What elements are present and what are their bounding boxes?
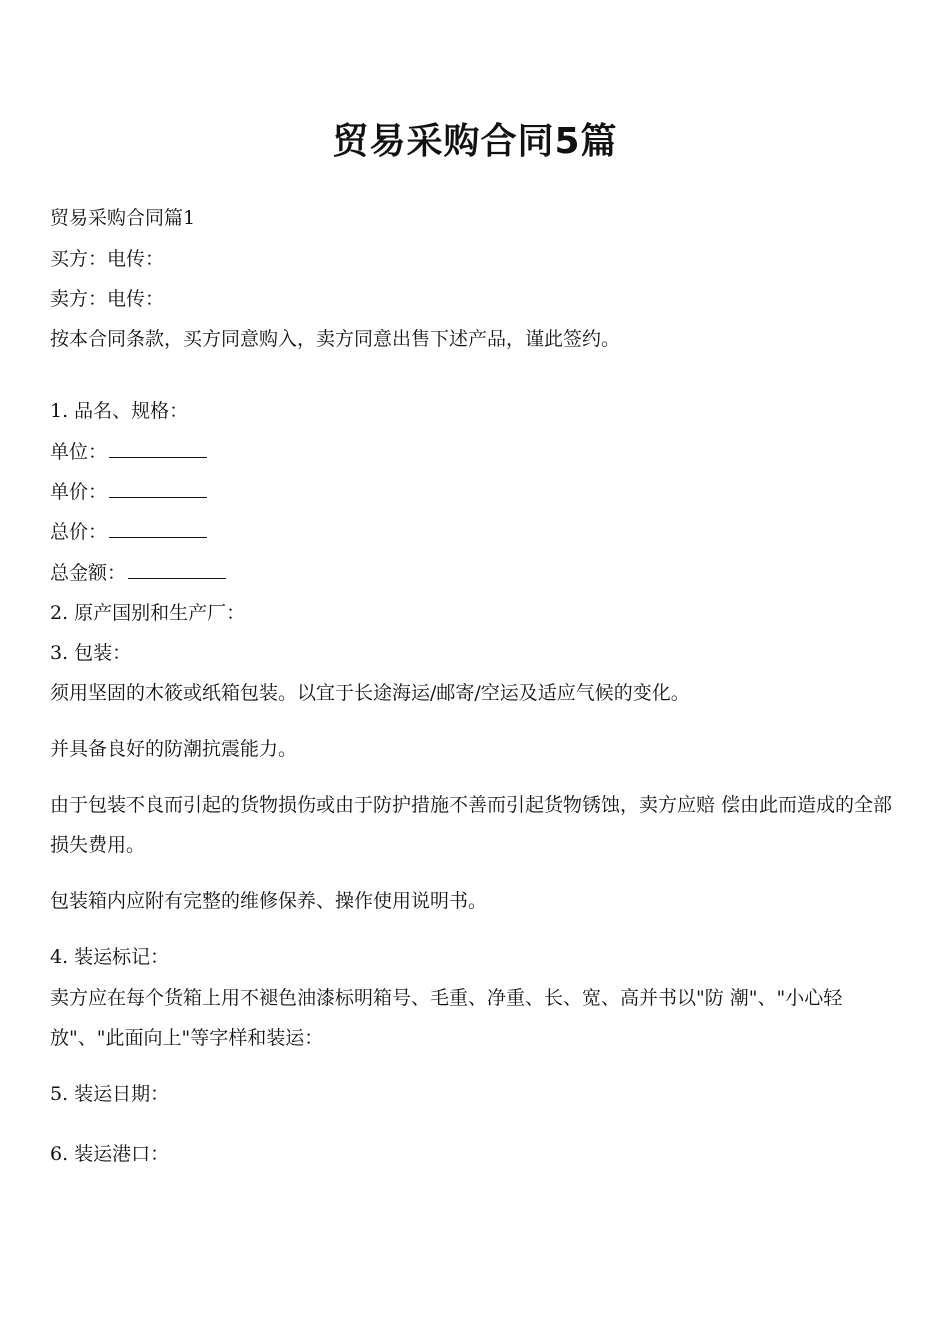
item5-heading: 5. 装运日期：: [50, 1083, 170, 1105]
unit-label: 单位：: [50, 441, 108, 463]
packing-paragraph-3: 由于包装不良而引起的货物损伤或由于防护措施不善而引起货物锈蚀，卖方应赔 偿由此而造成的全部损失费用。: [50, 794, 893, 856]
unit-price-field: [50, 480, 207, 504]
item4-heading: 4. 装运标记：: [50, 946, 170, 968]
total-amount-blank: [128, 562, 226, 579]
document-title: 贸易采购合同5篇: [332, 121, 618, 162]
unit-price-blank: [109, 481, 207, 498]
total-price-field: [50, 520, 207, 544]
unit-price-label: 单价：: [50, 481, 108, 503]
unit-field: [50, 440, 207, 464]
seller-line: 卖方：电传：: [50, 288, 165, 310]
unit-blank: [109, 441, 207, 458]
item2-heading: 2. 原产国别和生产厂：: [50, 602, 246, 624]
item3-heading: 3. 包装：: [50, 642, 132, 664]
item1-heading: 1. 品名、规格：: [50, 400, 189, 422]
total-amount-field: [50, 561, 226, 585]
packing-paragraph-1: 须用坚固的木筱或纸箱包装。以宜于长途海运/邮寄/空运及适应气候的变化。: [50, 682, 690, 704]
total-amount-label: 总金额：: [50, 562, 127, 584]
section-heading: 贸易采购合同篇1: [50, 207, 196, 229]
total-price-label: 总价：: [50, 521, 108, 543]
packing-paragraph-2: 并具备良好的防潮抗震能力。: [50, 738, 298, 760]
intro-paragraph: 按本合同条款，买方同意购入，卖方同意出售下述产品，谨此签约。: [50, 328, 621, 350]
item6-heading: 6. 装运港口：: [50, 1143, 170, 1165]
total-price-blank: [109, 521, 207, 538]
buyer-line: 买方：电传：: [50, 248, 165, 270]
packing-paragraph-4: 包装箱内应附有完整的维修保养、操作使用说明书。: [50, 890, 488, 912]
marking-paragraph: 卖方应在每个货箱上用不褪色油漆标明箱号、毛重、净重、长、宽、高并书以"防 潮"、"小心轻放"、"此面向上"等字样和装运：: [50, 987, 843, 1049]
